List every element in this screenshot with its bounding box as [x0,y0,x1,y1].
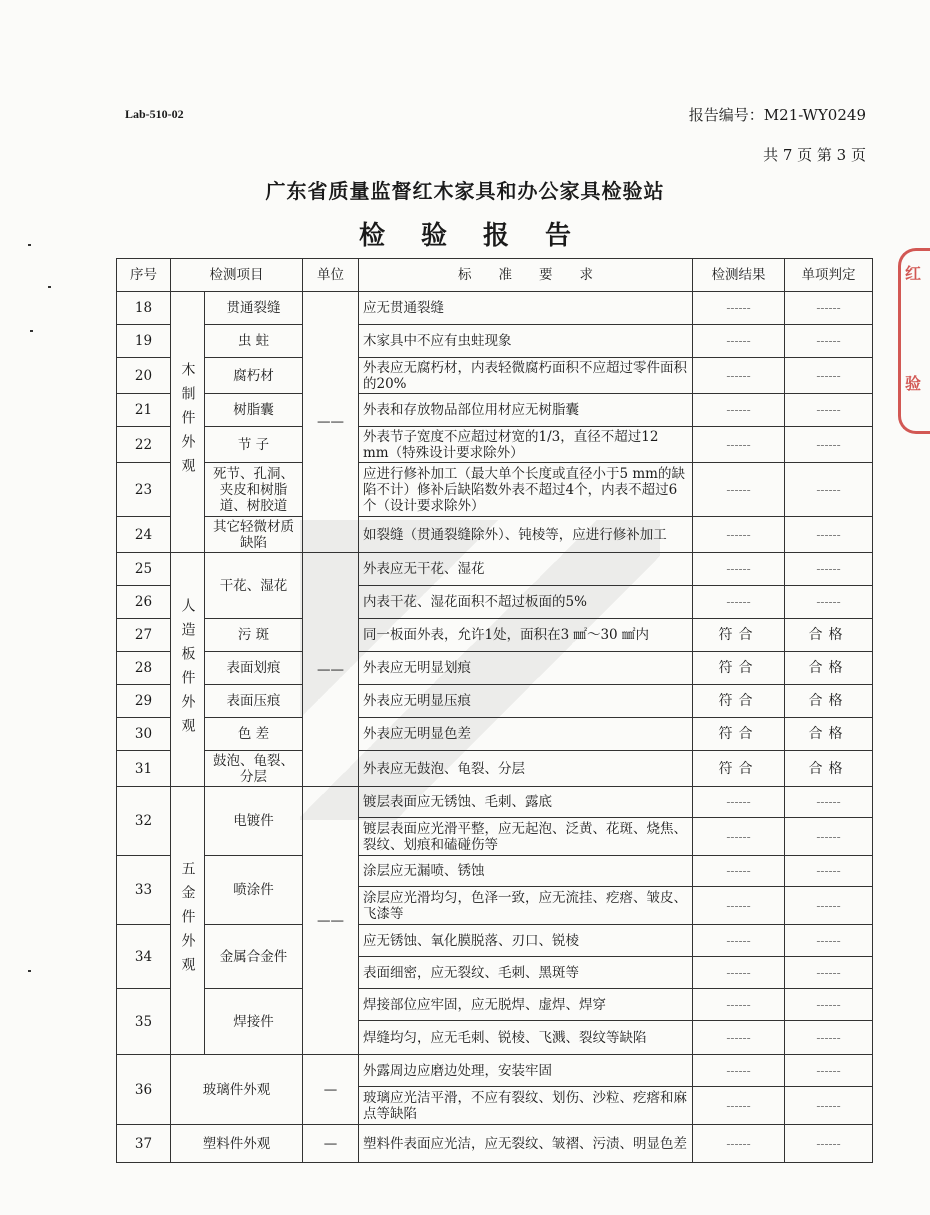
item-cell: 贯通裂缝 [205,292,303,325]
group-panel: 人造板件外观 [171,553,205,787]
seq-cell: 23 [117,463,171,517]
result-cell: 符合 [693,652,785,685]
requirement-cell: 应无贯通裂缝 [359,292,693,325]
judgment-cell: ------ [785,325,873,358]
table-row [117,517,873,553]
lab-code: Lab-510-02 [125,107,184,121]
result-cell: ------ [693,394,785,427]
item-cell: 其它轻微材质缺陷 [205,517,303,553]
seq-cell: 31 [117,751,171,787]
result-cell: ------ [693,553,785,586]
table-row [117,718,873,751]
result-cell: ------ [693,463,785,517]
table-row [117,856,873,887]
judgment-cell: ------ [785,887,873,925]
seq-cell: 26 [117,586,171,619]
item-cell: 节 子 [205,427,303,463]
seq-cell: 37 [117,1125,171,1163]
judgment-cell: ------ [785,427,873,463]
requirement-cell: 外表节子宽度不应超过材宽的1/3，直径不超过12 mm（特殊设计要求除外） [359,427,693,463]
item-cell: 色 差 [205,718,303,751]
requirement-cell: 外表应无明显压痕 [359,685,693,718]
item-cell: 喷涂件 [205,856,303,925]
item-cell: 玻璃件外观 [171,1055,303,1125]
seq-cell: 24 [117,517,171,553]
judgment-cell: ------ [785,358,873,394]
item-cell: 死节、孔洞、夹皮和树脂道、树胶道 [205,463,303,517]
item-cell: 虫 蛀 [205,325,303,358]
result-cell: ------ [693,925,785,957]
title-char: 报 [483,221,510,251]
requirement-cell: 外表应无明显色差 [359,718,693,751]
item-cell: 干花、湿花 [205,553,303,619]
result-cell: ------ [693,818,785,856]
result-cell: ------ [693,887,785,925]
requirement-cell: 应无锈蚀、氧化膜脱落、刃口、锐棱 [359,925,693,957]
judgment-cell: ------ [785,463,873,517]
title-char: 验 [420,221,447,251]
item-cell: 鼓泡、龟裂、分层 [205,751,303,787]
judgment-cell: ------ [785,818,873,856]
seq-cell: 34 [117,925,171,989]
judgment-cell: ------ [785,292,873,325]
title-char: 检 [358,221,385,251]
unit-cell: — [303,1125,359,1163]
report-number: 报告编号：M21-WY0249 [688,106,866,124]
judgment-cell: ------ [785,1087,873,1125]
judgment-cell: ------ [785,1125,873,1163]
header-requirement: 标 准 要 求 [359,259,693,292]
judgment-cell: ------ [785,1021,873,1055]
requirement-cell: 外表应无鼓泡、龟裂、分层 [359,751,693,787]
title-char: 告 [545,221,572,251]
seq-cell: 28 [117,652,171,685]
result-cell: 符合 [693,718,785,751]
result-cell: ------ [693,292,785,325]
seq-cell: 27 [117,619,171,652]
header-unit: 单位 [303,259,359,292]
judgment-cell: ------ [785,925,873,957]
table-row [117,553,873,586]
item-cell: 腐朽材 [205,358,303,394]
requirement-cell: 应进行修补加工（最大单个长度或直径小于5 mm的缺陷不计）修补后缺陷数外表不超过4个，内表不超过6个（设计要求除外） [359,463,693,517]
seq-cell: 30 [117,718,171,751]
item-cell: 污 斑 [205,619,303,652]
table-row [117,358,873,394]
result-cell: 符合 [693,619,785,652]
result-cell: ------ [693,1055,785,1087]
judgment-cell: 合格 [785,718,873,751]
seq-cell: 36 [117,1055,171,1125]
item-cell: 塑料件外观 [171,1125,303,1163]
result-cell: ------ [693,517,785,553]
judgment-cell: 合格 [785,619,873,652]
requirement-cell: 外表应无明显划痕 [359,652,693,685]
seq-cell: 19 [117,325,171,358]
table-row [117,685,873,718]
result-cell: ------ [693,856,785,887]
requirement-cell: 镀层表面应无锈蚀、毛刺、露底 [359,787,693,818]
judgment-cell: ------ [785,553,873,586]
requirement-cell: 镀层表面应光滑平整，应无起泡、泛黄、花斑、烧焦、裂纹、划痕和磕碰伤等 [359,818,693,856]
item-cell: 焊接件 [205,989,303,1055]
judgment-cell: 合格 [785,751,873,787]
result-cell: ------ [693,358,785,394]
inspection-table [116,258,873,1163]
requirement-cell: 外表应无腐朽材，内表轻微腐朽面积不应超过零件面积的20% [359,358,693,394]
result-cell: ------ [693,787,785,818]
table-row [117,1055,873,1087]
seal-stamp: 红 验 [898,248,930,434]
result-cell: 符合 [693,751,785,787]
table-row [117,989,873,1021]
group-metal: 五金件外观 [171,787,205,1055]
table-row [117,394,873,427]
result-cell: ------ [693,586,785,619]
item-cell: 树脂囊 [205,394,303,427]
requirement-cell: 外露周边应磨边处理，安装牢固 [359,1055,693,1087]
judgment-cell: ------ [785,856,873,887]
table-row [117,463,873,517]
table-row [117,619,873,652]
seq-cell: 29 [117,685,171,718]
judgment-cell: ------ [785,1055,873,1087]
group-wood: 木制件外观 [171,292,205,553]
seq-cell: 20 [117,358,171,394]
table-row [117,751,873,787]
organization-name: 广东省质量监督红木家具和办公家具检验站 [265,179,665,203]
unit-cell: —— [303,553,359,787]
requirement-cell: 塑料件表面应光洁，应无裂纹、皱褶、污渍、明显色差 [359,1125,693,1163]
item-cell: 电镀件 [205,787,303,856]
seq-cell: 33 [117,856,171,925]
result-cell: ------ [693,1087,785,1125]
judgment-cell: ------ [785,517,873,553]
result-cell: ------ [693,1021,785,1055]
item-cell: 金属合金件 [205,925,303,989]
requirement-cell: 玻璃应光洁平滑，不应有裂纹、划伤、沙粒、疙瘩和麻点等缺陷 [359,1087,693,1125]
seq-cell: 18 [117,292,171,325]
requirement-cell: 涂层应无漏喷、锈蚀 [359,856,693,887]
judgment-cell: ------ [785,586,873,619]
judgment-cell: 合格 [785,685,873,718]
requirement-cell: 外表和存放物品部位用材应无树脂囊 [359,394,693,427]
judgment-cell: ------ [785,787,873,818]
result-cell: ------ [693,989,785,1021]
seq-cell: 25 [117,553,171,586]
table-row [117,787,873,818]
unit-cell: —— [303,787,359,1055]
seq-cell: 21 [117,394,171,427]
judgment-cell: ------ [785,394,873,427]
unit-cell: — [303,1055,359,1125]
judgment-cell: ------ [785,989,873,1021]
header-judgment: 单项判定 [785,259,873,292]
item-cell: 表面压痕 [205,685,303,718]
seq-cell: 22 [117,427,171,463]
table-row [117,427,873,463]
seq-cell: 32 [117,787,171,856]
judgment-cell: ------ [785,957,873,989]
requirement-cell: 涂层应光滑均匀，色泽一致，应无流挂、疙瘩、皱皮、飞漆等 [359,887,693,925]
seq-cell: 35 [117,989,171,1055]
requirement-cell: 木家具中不应有虫蛀现象 [359,325,693,358]
requirement-cell: 同一板面外表，允许1处，面积在3 ㎟～30 ㎟内 [359,619,693,652]
report-title [0,215,930,252]
table-row [117,1125,873,1163]
item-cell: 表面划痕 [205,652,303,685]
requirement-cell: 焊缝均匀，应无毛刺、锐棱、飞溅、裂纹等缺陷 [359,1021,693,1055]
unit-cell: —— [303,292,359,553]
requirement-cell: 外表应无干花、湿花 [359,553,693,586]
requirement-cell: 表面细密，应无裂纹、毛刺、黑斑等 [359,957,693,989]
requirement-cell: 如裂缝（贯通裂缝除外）、钝棱等，应进行修补加工 [359,517,693,553]
requirement-cell: 内表干花、湿花面积不超过板面的5% [359,586,693,619]
table-row [117,925,873,957]
header-seq: 序号 [117,259,171,292]
result-cell: ------ [693,325,785,358]
result-cell: ------ [693,427,785,463]
table-row [117,652,873,685]
result-cell: 符合 [693,685,785,718]
header-item: 检测项目 [171,259,303,292]
requirement-cell: 焊接部位应牢固，应无脱焊、虚焊、焊穿 [359,989,693,1021]
result-cell: ------ [693,957,785,989]
table-row [117,292,873,325]
header-result: 检测结果 [693,259,785,292]
page-info: 共 7 页 第 3 页 [763,146,866,164]
table-row [117,325,873,358]
table-header-row [117,259,873,292]
result-cell: ------ [693,1125,785,1163]
judgment-cell: 合格 [785,652,873,685]
